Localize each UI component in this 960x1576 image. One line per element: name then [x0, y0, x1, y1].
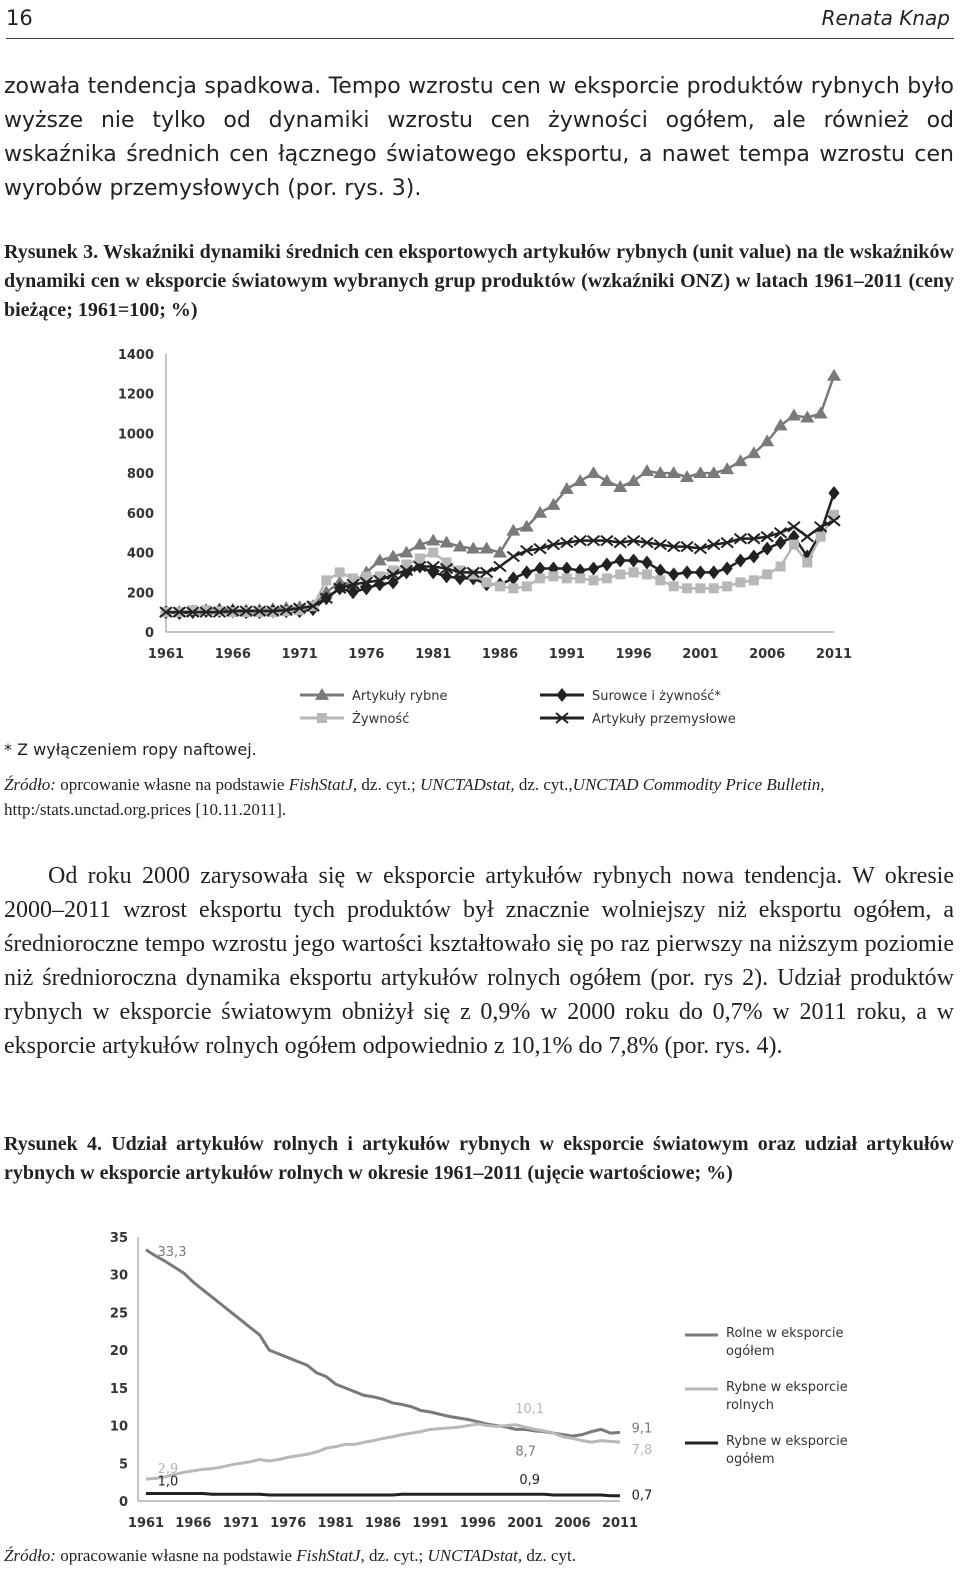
y-tick-label: 400 [126, 546, 154, 562]
figure-3-caption [4, 238, 954, 325]
y-tick-label: 200 [126, 586, 154, 602]
legend-label: Rolne w eksporcie [726, 1326, 844, 1341]
data-point [560, 482, 574, 494]
figure-4-chart [100, 1225, 870, 1540]
data-point [601, 557, 612, 571]
x-tick-label: 1961 [127, 1516, 165, 1531]
data-point [762, 569, 772, 579]
data-point [787, 409, 801, 421]
y-tick-label: 600 [126, 506, 154, 522]
page-header [6, 0, 954, 39]
x-tick-label: 1991 [412, 1516, 449, 1531]
data-point [627, 474, 641, 486]
data-point [814, 407, 828, 419]
data-point [548, 571, 558, 581]
source-text: oprcowanie własne na podstawie [55, 775, 289, 794]
series-line [166, 376, 834, 612]
data-point [641, 556, 652, 570]
data-point [534, 561, 545, 575]
data-point [615, 569, 625, 579]
x-tick-label: 1981 [317, 1516, 354, 1531]
legend-marker [317, 713, 327, 723]
series-line-1 [146, 1250, 620, 1436]
data-point [321, 575, 331, 585]
data-point [642, 569, 652, 579]
data-label: 10,1 [515, 1401, 545, 1417]
legend-item [685, 1326, 843, 1359]
source-text: dz. cyt. [522, 1546, 576, 1565]
source-text: http:/stats.unctad.org.prices [10.11.2011]. [4, 800, 287, 819]
data-point [535, 573, 545, 583]
data-point [789, 540, 799, 550]
data-point [774, 418, 788, 430]
data-point [521, 565, 532, 579]
y-tick-label: 10 [109, 1419, 128, 1435]
data-point [695, 583, 705, 593]
data-point [722, 581, 732, 591]
figure-3-footnote: * Z wyłączeniem ropy naftowej. [4, 740, 257, 759]
data-point [428, 548, 438, 558]
x-tick-label: 1976 [348, 647, 385, 662]
data-point [508, 583, 518, 593]
data-label: 8,7 [515, 1444, 537, 1460]
data-label: 0,7 [631, 1488, 653, 1504]
data-label: 9,1 [631, 1421, 653, 1437]
data-point [575, 573, 585, 583]
legend-item [685, 1380, 848, 1413]
data-point [802, 558, 812, 568]
data-label: 33,3 [157, 1244, 187, 1260]
data-point [482, 577, 492, 587]
data-point [749, 575, 759, 585]
y-tick-label: 20 [109, 1344, 128, 1360]
source-text: opracowanie własne na podstawie [55, 1546, 297, 1565]
x-tick-label: 2001 [682, 647, 719, 662]
legend-marker [556, 688, 567, 702]
y-tick-label: 1000 [117, 427, 154, 443]
x-tick-label: 1966 [214, 647, 251, 662]
x-tick-label: 1966 [175, 1516, 212, 1531]
y-tick-label: 15 [109, 1381, 128, 1397]
legend-item [540, 688, 721, 704]
data-point [828, 486, 839, 500]
x-tick-label: 1996 [459, 1516, 496, 1531]
y-tick-label: 30 [109, 1268, 128, 1284]
data-point [495, 581, 505, 591]
figure-4-label: Rysunek 4. [4, 1133, 102, 1155]
data-point [600, 474, 614, 486]
x-tick-label: 2011 [815, 647, 853, 662]
data-point [533, 506, 547, 518]
x-tick-label: 2001 [507, 1516, 544, 1531]
data-point [573, 474, 587, 486]
source-ref: FishStatJ, [296, 1546, 365, 1565]
legend-item [300, 711, 409, 727]
data-point [587, 466, 601, 478]
figure-3-label: Rysunek 3. [4, 241, 99, 263]
data-point [335, 567, 345, 577]
data-point [682, 583, 692, 593]
data-point [762, 542, 773, 556]
y-tick-label: 35 [109, 1231, 128, 1246]
data-point [602, 573, 612, 583]
legend-label: Surowce i żywność* [592, 689, 721, 704]
source-label: Źródło: [4, 1546, 56, 1565]
data-point [588, 561, 599, 575]
data-point [816, 532, 826, 542]
figure-4-svg [100, 1225, 870, 1540]
data-point [681, 565, 692, 579]
data-point [748, 550, 759, 564]
data-point [735, 577, 745, 587]
x-tick-label: 2006 [749, 647, 786, 662]
legend-item [685, 1434, 848, 1467]
data-point [399, 546, 413, 558]
data-point [522, 581, 532, 591]
x-tick-label: 1991 [548, 647, 585, 662]
data-point [735, 554, 746, 568]
data-point [655, 563, 666, 577]
legend-label: rolnych [726, 1398, 774, 1413]
data-point [415, 554, 425, 564]
y-tick-label: 25 [109, 1306, 128, 1322]
data-point [655, 575, 665, 585]
series-line-3 [146, 1493, 620, 1495]
legend-label: Rybne w eksporcie [726, 1434, 848, 1449]
data-label: 2,9 [157, 1462, 179, 1478]
x-tick-label: 2011 [601, 1516, 639, 1531]
figure-3-source [4, 772, 954, 822]
x-tick-label: 1986 [364, 1516, 402, 1531]
y-tick-label: 1400 [117, 348, 154, 363]
data-point [695, 565, 706, 579]
data-point [733, 454, 747, 466]
data-point [629, 567, 639, 577]
data-point [709, 583, 719, 593]
data-point [589, 575, 599, 585]
data-point [507, 552, 519, 562]
paragraph-2-first: Od roku 2000 zarysowała się w eksporcie artykułów rybnych nowa tendencja. [48, 863, 843, 889]
data-point [615, 554, 626, 568]
figure-4-caption-text: Udział artykułów rolnych i artykułów rybnych w eksporcie światowym oraz udział artykułów rybnych w eksporcie artykułów rolnych w okresie 1961–2011 (ujęcie wartościowe; %) [4, 1133, 954, 1184]
data-point [827, 369, 841, 381]
legend-label: Żywność [352, 712, 410, 727]
running-author: Renata Knap [821, 6, 950, 30]
x-tick-label: 1981 [415, 647, 452, 662]
series-line-2 [146, 1424, 620, 1479]
legend-item [540, 712, 736, 727]
paragraph-1: zowała tendencja spadkowa. Tempo wzrostu cen w eksporcie produktów rybnych było wyższe nie tylko od dynamiki wzrostu cen żywności ogółem, ale również od wskaźnika średnich cen łącznego światowego eksportu, a nawet tempa wzrostu cen wyrobów przemysłowych (por. rys. 3). [4, 74, 954, 201]
source-label: Źródło: [4, 775, 56, 794]
data-point [508, 571, 519, 585]
y-tick-label: 800 [126, 467, 154, 483]
x-tick-label: 1971 [222, 1516, 259, 1531]
data-point [494, 561, 506, 571]
figure-4-caption [4, 1130, 954, 1188]
source-text: dz. cyt., [514, 775, 573, 794]
x-tick-label: 1986 [481, 647, 519, 662]
figure-4-source [4, 1544, 954, 1567]
source-ref: FishStatJ, [288, 775, 358, 794]
data-point [669, 581, 679, 591]
x-tick-label: 1976 [270, 1516, 307, 1531]
series-4 [160, 516, 840, 617]
x-tick-label: 1961 [147, 647, 185, 662]
legend-label: Artykuły rybne [352, 689, 448, 704]
figure-3-chart [100, 340, 860, 735]
data-point [561, 561, 572, 575]
data-point [628, 554, 639, 568]
legend-label: ogółem [726, 1344, 775, 1359]
paragraph-2 [4, 859, 954, 1063]
source-ref: UNCTAD Commodity Price Bulletin, [572, 775, 825, 794]
x-tick-label: 2006 [554, 1516, 591, 1531]
y-tick-label: 1200 [117, 387, 154, 403]
data-label: 0,9 [519, 1473, 541, 1489]
figure-3-svg [100, 340, 860, 735]
source-ref: UNCTADstat, [419, 775, 515, 794]
source-ref: UNCTADstat, [427, 1546, 523, 1565]
data-point [562, 573, 572, 583]
x-tick-label: 1996 [615, 647, 652, 662]
y-tick-label: 5 [118, 1457, 128, 1473]
source-text: dz. cyt.; [364, 1546, 428, 1565]
y-tick-label: 0 [144, 626, 154, 641]
y-tick-label: 0 [118, 1495, 128, 1510]
x-tick-label: 1971 [281, 647, 318, 662]
data-point [776, 561, 786, 571]
data-point [708, 565, 719, 579]
data-point [801, 532, 813, 542]
data-point [640, 464, 654, 476]
data-point [668, 567, 679, 581]
legend-label: ogółem [726, 1452, 775, 1467]
data-label: 7,8 [631, 1443, 653, 1459]
data-label: 1,0 [157, 1474, 179, 1490]
figure-3-caption-text: Wskaźniki dynamiki średnich cen eksportowych artykułów rybnych (unit value) na tle wskaźników dynamiki cen w eksporcie światowym wybranych grup produktów (wzkaźniki ONZ) w latach 1961–2011 (ceny bieżące; 1961=100; %) [4, 241, 954, 321]
legend-item [300, 688, 447, 704]
data-point [720, 462, 734, 474]
data-point [426, 534, 440, 546]
data-point [722, 561, 733, 575]
page-number: 16 [6, 6, 33, 30]
legend-label: Artykuły przemysłowe [592, 712, 736, 727]
data-point [775, 536, 786, 550]
paragraph-2-body: W okresie 2000–2011 wzrost eksportu tych produktów był znacznie wolniejszy niż eksportu ogółem, a średnioroczne tempo wzrostu jego wartości kształtowało się po raz pierwszy na niższym poziomie niż średnioroczna dynamika eksportu artykułów rolnych ogółem (por. rys 2). Udział produktów rybnych w eksporcie światowym obniżył się z 0,9% w 2000 roku do 0,7% w 2011 roku, a w eksporcie artykułów rolnych ogółem odpowiednio z 10,1% do 7,8% (por. rys. 4). [4, 863, 954, 1059]
legend-label: Rybne w eksporcie [726, 1380, 848, 1395]
source-text: dz. cyt.; [357, 775, 420, 794]
